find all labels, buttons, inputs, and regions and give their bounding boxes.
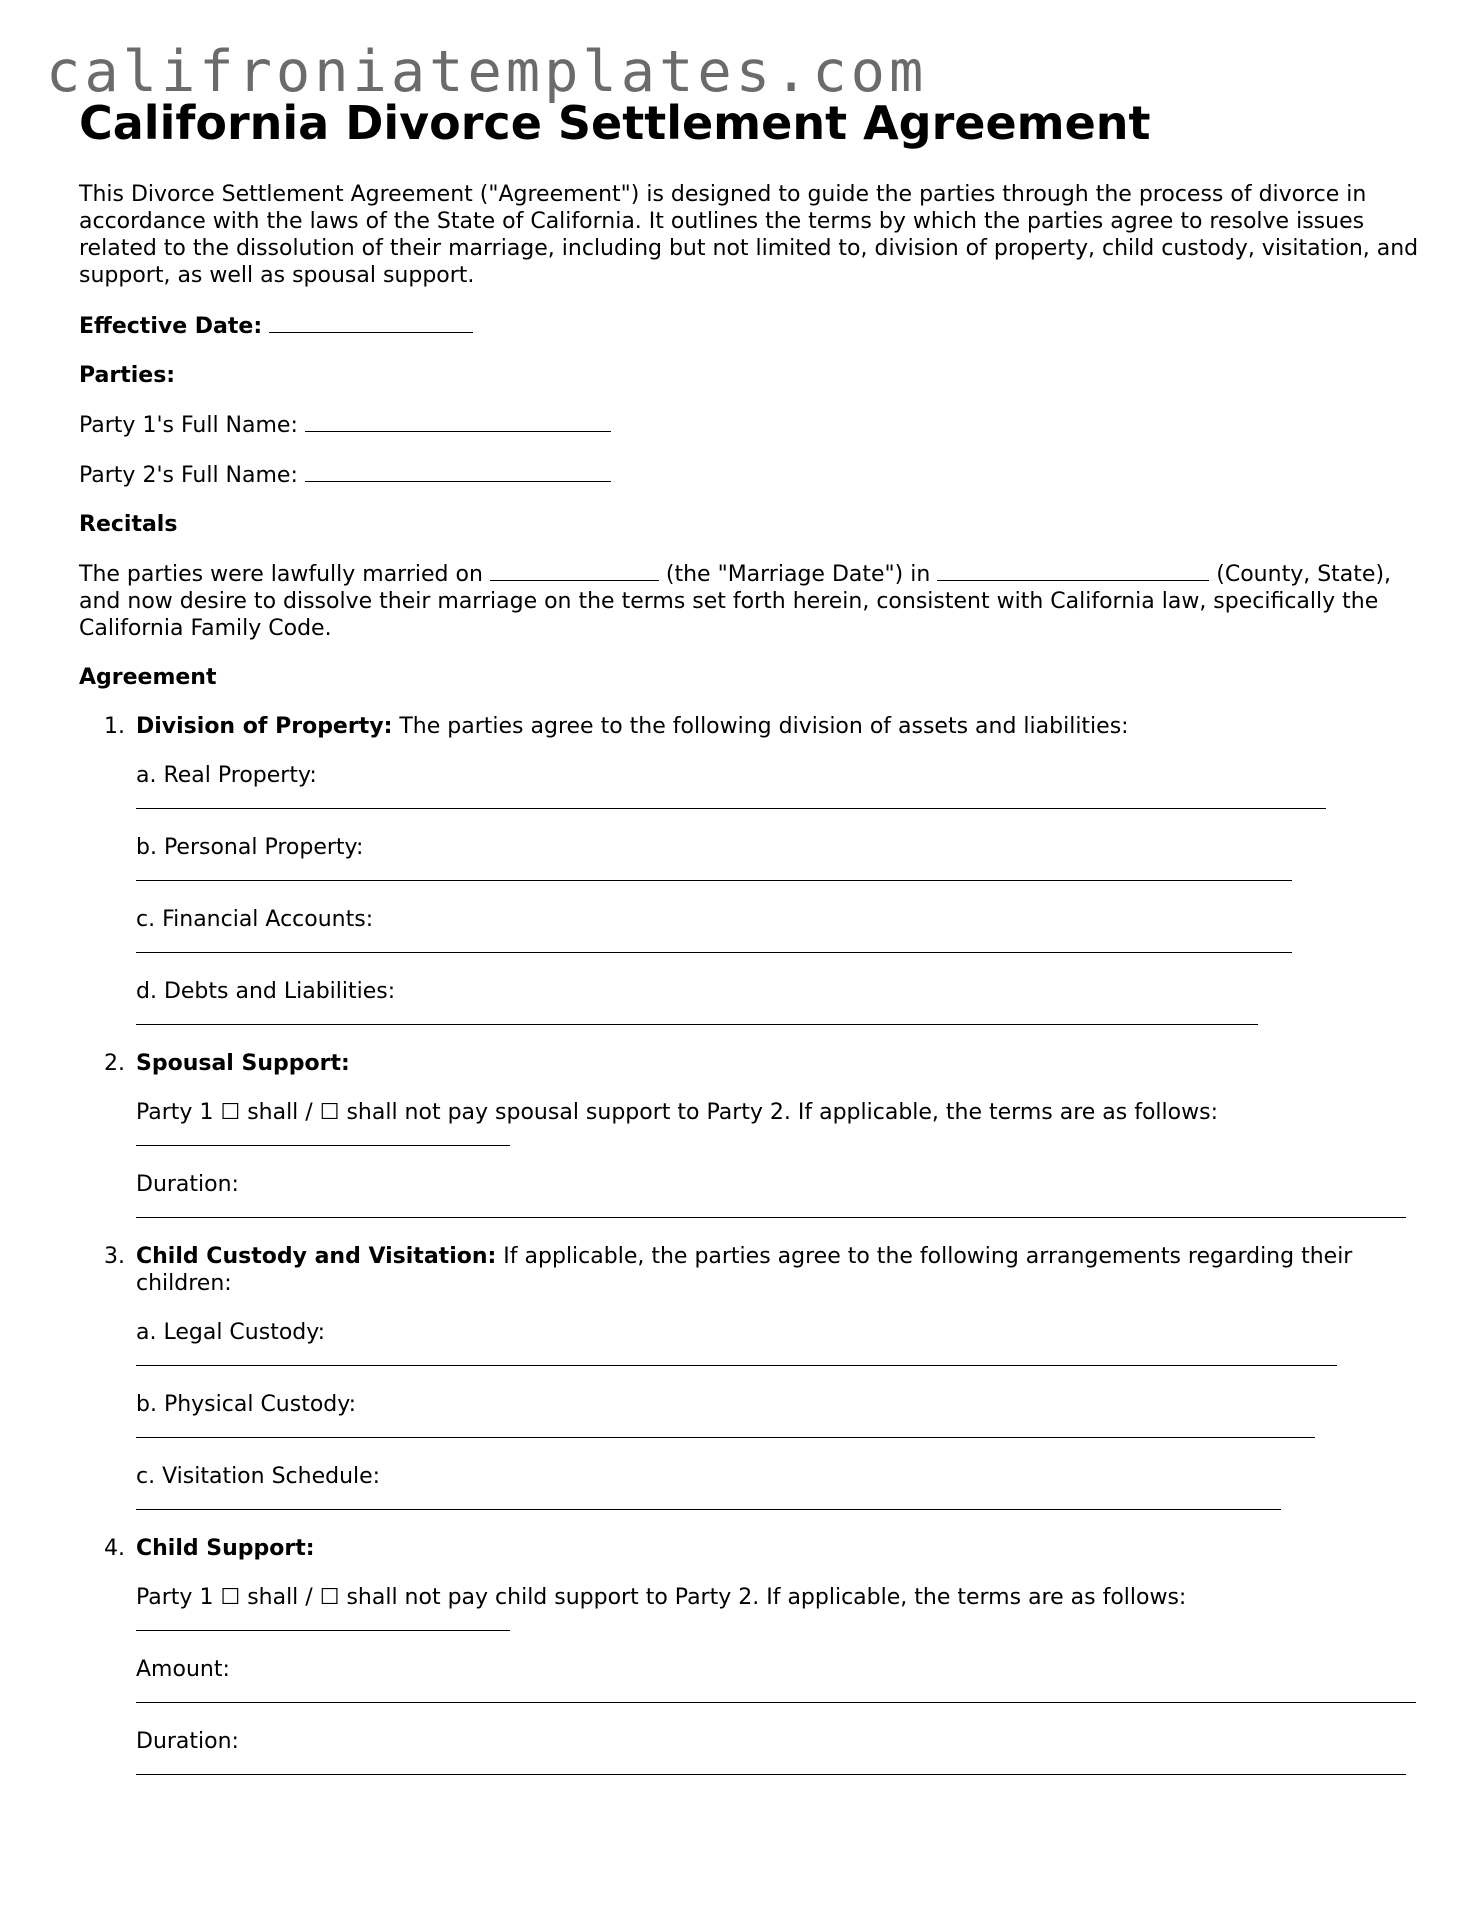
party1-field bbox=[79, 411, 1409, 439]
marriage-date-blank[interactable] bbox=[490, 560, 659, 581]
personal-property-blank[interactable] bbox=[136, 880, 1292, 881]
document-body bbox=[79, 95, 1419, 1800]
party2-field bbox=[79, 461, 1409, 489]
spousal-support-terms bbox=[136, 1099, 1409, 1126]
party2-label: Party 2's Full Name: bbox=[79, 463, 298, 488]
item1-text: The parties agree to the following division of assets and liabilities: bbox=[392, 714, 1129, 739]
financial-accounts-label: c. Financial Accounts: bbox=[136, 907, 374, 932]
visitation-schedule-label: c. Visitation Schedule: bbox=[136, 1464, 381, 1489]
watermark-text: califroniatemplates.com bbox=[46, 39, 928, 105]
item3-text: If applicable, the parties agree to the following arrangements regarding their children: bbox=[136, 1244, 1353, 1296]
recitals-text-1: The parties were lawfully married on bbox=[79, 562, 483, 587]
real-property-blank[interactable] bbox=[136, 808, 1326, 809]
spousal-terms-text: shall not pay spousal support to Party 2. If applicable, the terms are as follows: bbox=[346, 1100, 1218, 1125]
shall-text: shall / bbox=[247, 1585, 313, 1610]
legal-custody-blank[interactable] bbox=[136, 1365, 1337, 1366]
child-duration-blank[interactable] bbox=[136, 1774, 1406, 1775]
item3-intro bbox=[136, 1243, 1409, 1297]
parties-heading: Parties: bbox=[79, 363, 176, 388]
item-number: 1. bbox=[104, 714, 125, 739]
marriage-location-blank[interactable] bbox=[937, 560, 1209, 581]
item3-title: Child Custody and Visitation: bbox=[136, 1244, 497, 1269]
debts-liabilities-label: d. Debts and Liabilities: bbox=[136, 979, 396, 1004]
spousal-duration-blank[interactable] bbox=[136, 1217, 1406, 1218]
shall-checkbox-icon[interactable]: ☐ bbox=[220, 1585, 241, 1610]
child-terms-blank[interactable] bbox=[136, 1630, 510, 1631]
recitals-heading: Recitals bbox=[79, 512, 178, 537]
shall-not-checkbox-icon[interactable]: ☐ bbox=[319, 1100, 340, 1125]
recitals-text-2: (the "Marriage Date") in bbox=[665, 562, 931, 587]
child-terms-text: shall not pay child support to Party 2. If applicable, the terms are as follows: bbox=[346, 1585, 1187, 1610]
legal-custody-label: a. Legal Custody: bbox=[136, 1320, 326, 1345]
party1-label: Party 1's Full Name: bbox=[79, 413, 298, 438]
shall-text: shall / bbox=[247, 1100, 313, 1125]
item2-title: Spousal Support: bbox=[136, 1051, 350, 1076]
spousal-terms-blank[interactable] bbox=[136, 1145, 510, 1146]
item-number: 3. bbox=[104, 1244, 125, 1269]
effective-date-field bbox=[79, 312, 1409, 340]
item-number: 4. bbox=[104, 1536, 125, 1561]
agreement-list bbox=[79, 713, 1409, 1775]
physical-custody-blank[interactable] bbox=[136, 1437, 1315, 1438]
effective-date-label: Effective Date: bbox=[79, 314, 263, 339]
item1-intro bbox=[136, 713, 1409, 740]
shall-not-checkbox-icon[interactable]: ☐ bbox=[319, 1585, 340, 1610]
visitation-schedule-blank[interactable] bbox=[136, 1509, 1281, 1510]
debts-liabilities-blank[interactable] bbox=[136, 1024, 1258, 1025]
child-amount-label: Amount: bbox=[136, 1657, 230, 1682]
physical-custody-label: b. Physical Custody: bbox=[136, 1392, 357, 1417]
list-item-child-custody bbox=[79, 1243, 1409, 1510]
item1-title: Division of Property: bbox=[136, 714, 393, 739]
document-title: California Divorce Settlement Agreement bbox=[79, 96, 1151, 150]
effective-date-blank[interactable] bbox=[269, 312, 473, 333]
child-support-terms bbox=[136, 1584, 1409, 1611]
intro-paragraph: This Divorce Settlement Agreement ("Agreement") is designed to guide the parties through the process of divorce in accordance with the laws of the State of California. It outlines the terms by which the parties agree to resolve issues related to the dissolution of their marriage, including but not limited to, division of property, child custody, visitation, and support, as well as spousal support. bbox=[79, 182, 1419, 288]
spousal-duration-label: Duration: bbox=[136, 1172, 239, 1197]
item4-title: Child Support: bbox=[136, 1536, 315, 1561]
agreement-heading: Agreement bbox=[79, 665, 217, 690]
list-item-division-of-property bbox=[79, 713, 1409, 1025]
financial-accounts-blank[interactable] bbox=[136, 952, 1292, 953]
child-duration-label: Duration: bbox=[136, 1729, 239, 1754]
child-party-text: Party 1 bbox=[136, 1585, 214, 1610]
child-amount-blank[interactable] bbox=[136, 1702, 1416, 1703]
personal-property-label: b. Personal Property: bbox=[136, 835, 364, 860]
party2-name-blank[interactable] bbox=[305, 461, 611, 482]
recitals-paragraph bbox=[79, 560, 1409, 642]
shall-checkbox-icon[interactable]: ☐ bbox=[220, 1100, 241, 1125]
recitals-text-3: (County, State), and now desire to dissolve their marriage on the terms set forth herein, consistent with California law, specifically the California Family Code. bbox=[79, 562, 1392, 641]
list-item-child-support bbox=[79, 1535, 1409, 1775]
item-number: 2. bbox=[104, 1051, 125, 1076]
spousal-party-text: Party 1 bbox=[136, 1100, 214, 1125]
list-item-spousal-support bbox=[79, 1050, 1409, 1218]
party1-name-blank[interactable] bbox=[305, 411, 611, 432]
real-property-label: a. Real Property: bbox=[136, 763, 317, 788]
